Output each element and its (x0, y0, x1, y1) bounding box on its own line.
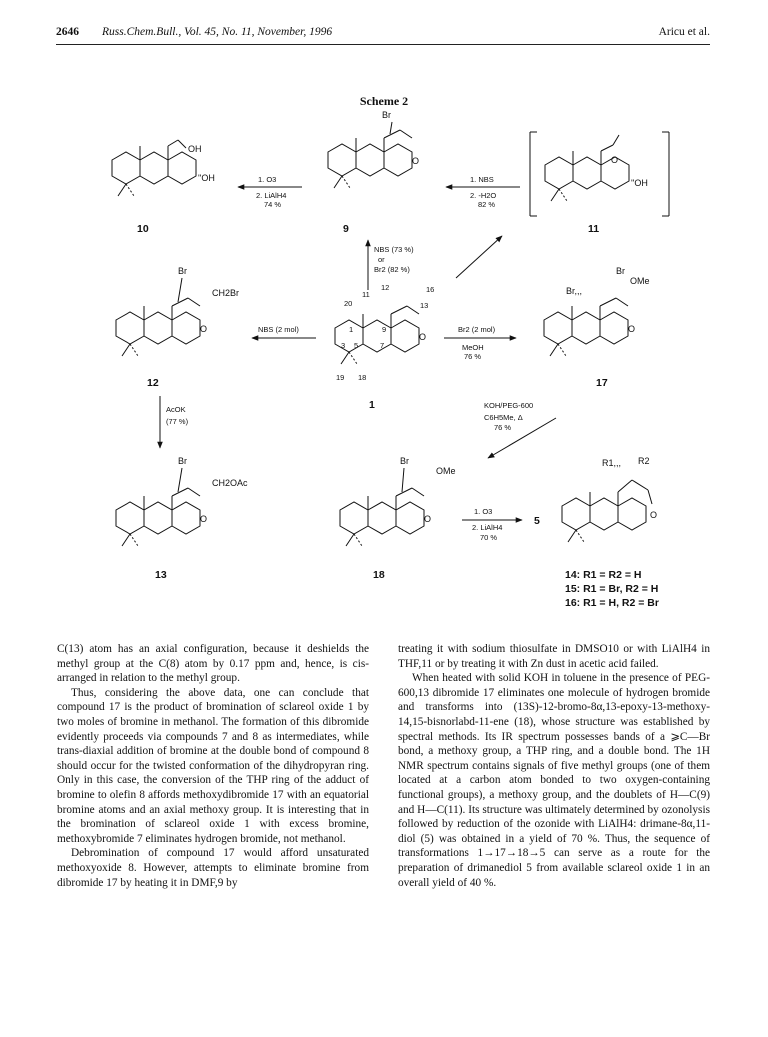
structure-11 (545, 135, 648, 201)
svg-text:''OH: ''OH (631, 178, 648, 188)
label-11: 11 (588, 223, 600, 235)
svg-text:''OH: ''OH (198, 173, 215, 183)
svg-text:16: 16 (426, 285, 435, 294)
svg-text:R1,,,: R1,,, (602, 458, 622, 468)
page-number: 2646 (56, 26, 79, 38)
svg-text:76 %: 76 % (464, 352, 482, 361)
label-1: 1 (369, 399, 375, 411)
svg-text:Br: Br (400, 456, 409, 466)
svg-text:2. LiAlH4: 2. LiAlH4 (256, 191, 287, 200)
svg-text:13: 13 (420, 301, 429, 310)
svg-text:AcOK: AcOK (166, 405, 186, 414)
svg-text:OMe: OMe (630, 276, 650, 286)
structure-1 (335, 306, 426, 364)
svg-text:O: O (419, 332, 427, 342)
svg-text:20: 20 (344, 299, 353, 308)
label-13: 13 (155, 569, 167, 581)
svg-text:2. LiAlH4: 2. LiAlH4 (472, 523, 503, 532)
label-9: 9 (343, 223, 349, 235)
journal-citation: Russ.Chem.Bull., Vol. 45, No. 11, November, 1996 (102, 26, 333, 38)
svg-text:O: O (424, 514, 432, 524)
svg-text:CH2OAc: CH2OAc (212, 478, 248, 488)
svg-text:Br: Br (178, 456, 187, 466)
svg-text:9: 9 (382, 325, 387, 334)
svg-text:11: 11 (362, 290, 370, 299)
label-18: 18 (373, 569, 385, 581)
svg-text:82 %: 82 % (478, 200, 496, 209)
svg-text:C6H5Me, Δ: C6H5Me, Δ (484, 413, 523, 422)
paragraph: Thus, considering the above data, one can conclude that compound 17 is the product of bromination of sclareol oxide 1 by two moles of bromine in methanol. The formation of this dibromide evidently proceeds via compounds 7 and 8 as intermediates, while trans-diaxial addition of bromine at the double bond of compound 8 should occur for the twisted conformation of the dihydropyran ring. Only in this case, the conversion of the THP ring of the adduct of bromine to olefin 8 affords methoxydibromide 17 with an equatorial bromine atoms and an axial methoxy group. It is interesting that in the bromination of sclareol oxide 1 with excess bromine, methoxybromide 7 eliminates hydrogen bromide, not methanol. (57, 686, 369, 845)
label-12: 12 (147, 377, 159, 389)
svg-text:O: O (200, 324, 208, 334)
svg-text:O: O (628, 324, 636, 334)
svg-text:CH2Br: CH2Br (212, 288, 240, 298)
svg-text:OMe: OMe (436, 466, 456, 476)
paragraph: Debromination of compound 17 would afford unsaturated methoxyoxide 8. However, attempts to eliminate bromine from dibromide 17 by heating it in DMF,9 by (57, 847, 369, 889)
label-5: 5 (534, 515, 540, 527)
svg-text:1: 1 (349, 325, 354, 334)
svg-text:or: or (378, 255, 385, 264)
svg-text:3: 3 (341, 341, 346, 350)
legend-16: 16: R1 = H, R2 = Br (565, 597, 659, 609)
legend-15: 15: R1 = Br, R2 = H (565, 583, 659, 595)
structure-12 (116, 266, 239, 356)
scheme-title: Scheme 2 (359, 94, 409, 108)
arrow-1-to-11 (456, 236, 502, 278)
svg-text:Br: Br (178, 266, 187, 276)
structure-17 (544, 266, 650, 356)
svg-text:5: 5 (354, 341, 359, 350)
svg-text:O: O (200, 514, 208, 524)
running-authors: Aricu et al. (658, 26, 710, 38)
body-column-right (398, 642, 710, 890)
structure-9 (328, 110, 419, 188)
paragraph: C(13) atom has an axial configuration, because it deshields the methyl group at the C(8) atom by 0.17 ppm and, hence, is cis-arranged in relation to the methyl group. (57, 643, 369, 685)
svg-text:74 %: 74 % (264, 200, 282, 209)
structure-10 (112, 140, 215, 196)
svg-text:76 %: 76 % (494, 423, 512, 432)
svg-text:(77 %): (77 %) (166, 417, 189, 426)
svg-text:NBS (73 %): NBS (73 %) (374, 245, 414, 254)
svg-text:12: 12 (381, 283, 390, 292)
svg-text:KOH/PEG-600: KOH/PEG-600 (484, 401, 534, 410)
svg-text:R2: R2 (638, 456, 650, 466)
svg-text:2. -H2O: 2. -H2O (470, 191, 497, 200)
label-17: 17 (596, 377, 608, 389)
structure-13 (116, 456, 248, 546)
svg-text:Br2 (82 %): Br2 (82 %) (374, 265, 410, 274)
svg-text:Br: Br (382, 110, 391, 120)
label-10: 10 (137, 223, 149, 235)
svg-text:7: 7 (380, 341, 385, 350)
svg-text:Br,,,: Br,,, (566, 286, 583, 296)
svg-text:Br: Br (616, 266, 625, 276)
structure-14-16 (562, 456, 657, 542)
svg-text:1. O3: 1. O3 (474, 507, 493, 516)
svg-text:NBS (2 mol): NBS (2 mol) (258, 325, 299, 334)
svg-text:O: O (412, 156, 420, 166)
paragraph: When heated with solid KOH in toluene in the presence of PEG-600,13 dibromide 17 eliminates one molecule of hydrogen bromide and transforms into (13S)-12-bromo-8α,13-epoxy-13-methoxy-14,15-bisnorlabd-11-ene (18), whose structure was established by spectral methods. Its IR spectrum possesses bands of a ⩾C—Br bond, a methoxy group, a THP ring, and a double bond. The 1H NMR spectrum contains signals of five methyl groups (one of them located at a carbon atom bonded to two oxygen-containing functional groups), a methoxy group, and the doublets of H—C(9) and H—C(11). Its structure was ultimately determined by ozonolysis followed by reduction of the ozonide with LiAlH4: drimane-8α,11-diol (5) was obtained in a yield of 70 %. Thus, the sequence of transformations 1→17→18→5 can serve as a route for the preparation of drimanediol 5 from available sclareol oxide 1 in an overall yield of 40 %. (398, 672, 710, 889)
svg-text:O: O (650, 510, 658, 520)
structure-18 (340, 456, 456, 546)
svg-text:1. NBS: 1. NBS (470, 175, 494, 184)
svg-text:70 %: 70 % (480, 533, 498, 542)
body-column-left (57, 642, 369, 890)
svg-text:OH: OH (188, 144, 202, 154)
svg-text:19: 19 (336, 373, 345, 382)
svg-text:18: 18 (358, 373, 367, 382)
svg-text:O: O (611, 155, 619, 165)
svg-text:MeOH: MeOH (462, 343, 484, 352)
svg-text:1. O3: 1. O3 (258, 175, 277, 184)
paragraph: treating it with sodium thiosulfate in DMSO10 or with LiAlH4 in THF,11 or by treating it with Zn dust in acetic acid failed. (398, 643, 710, 670)
svg-text:Br2 (2 mol): Br2 (2 mol) (458, 325, 496, 334)
legend-14: 14: R1 = R2 = H (565, 569, 642, 581)
